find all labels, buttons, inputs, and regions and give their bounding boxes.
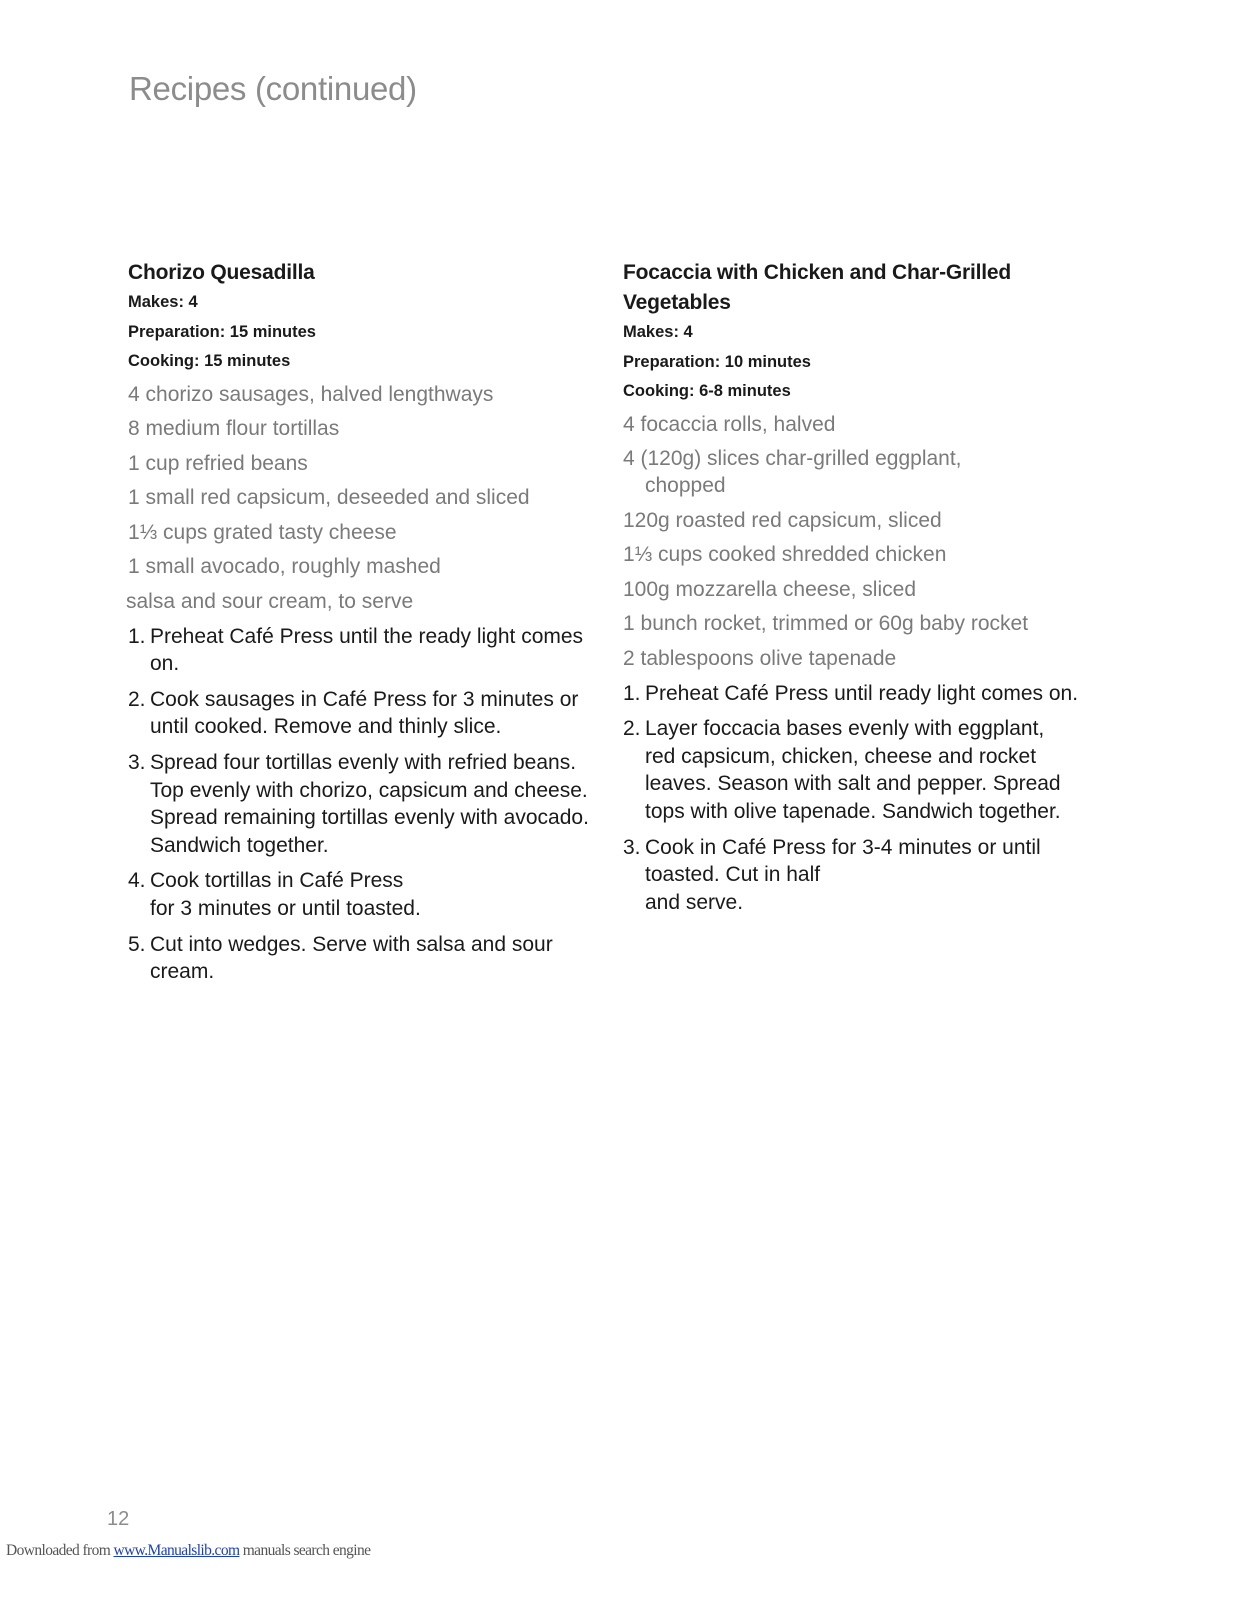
ingredient-item: 4 focaccia rolls, halved: [623, 412, 836, 436]
method-step: [128, 931, 598, 986]
step-number: 3.: [623, 835, 641, 859]
recipe-cooking: Cooking: 15 minutes: [128, 352, 291, 370]
method-step: [623, 715, 1093, 825]
ingredient-item: 8 medium flour tortillas: [128, 417, 340, 441]
method-list: [128, 623, 598, 986]
step-text: Preheat Café Press until ready light comes on.: [645, 681, 1079, 705]
method-list: [623, 680, 1093, 917]
step-number: 1.: [623, 681, 641, 705]
ingredient-item: 1 small red capsicum, deseeded and sliced: [128, 486, 530, 510]
download-footer: [6, 1542, 370, 1560]
recipe-preparation: Preparation: 10 minutes: [623, 352, 811, 371]
step-number: 5.: [128, 932, 146, 956]
manualslib-link[interactable]: www.Manualslib.com: [113, 1542, 240, 1559]
ingredient-list: [623, 411, 1093, 673]
step-text: Layer foccacia bases evenly with eggplant, red capsicum, chicken, cheese and rocket leaves. Season with salt and pepper. Spread tops with olive tapenade. Sandwich together.: [645, 717, 1061, 824]
recipe-focaccia-chicken: [623, 258, 1093, 924]
recipe-title: Chorizo Quesadilla: [128, 261, 315, 284]
recipe-makes: Makes: 4: [623, 323, 693, 341]
ingredient-item: salsa and sour cream, to serve: [126, 590, 414, 614]
step-text-line: for 3 minutes or until toasted.: [150, 897, 421, 920]
page-number: 12: [107, 1508, 130, 1530]
ingredient-item: 100g mozzarella cheese, sliced: [623, 577, 916, 601]
ingredient-item: 2 tablespoons olive tapenade: [623, 647, 897, 671]
step-text-line: and serve.: [645, 890, 744, 914]
step-text: Cook sausages in Café Press for 3 minutes or until cooked. Remove and thinly slice.: [150, 687, 579, 739]
step-number: 1.: [128, 624, 146, 648]
method-step: [623, 680, 1093, 708]
recipe-chorizo-quesadilla: [128, 258, 598, 994]
step-number: 2.: [623, 717, 641, 741]
ingredient-item: 1 bunch rocket, trimmed or 60g baby rocket: [623, 612, 1029, 636]
step-number: 3.: [128, 751, 146, 775]
method-step: [128, 867, 598, 922]
step-text: Preheat Café Press until the ready light comes on.: [150, 624, 584, 676]
step-text-line: Cook in Café Press for 3-4 minutes or until toasted. Cut in half: [645, 835, 1041, 887]
recipe-preparation: Preparation: 15 minutes: [128, 322, 316, 341]
recipe-makes: Makes: 4: [128, 293, 198, 311]
recipe-title-line: Focaccia with Chicken and Char-Grilled: [623, 261, 1011, 284]
step-number: 2.: [128, 687, 146, 711]
ingredient-item: 1 cup refried beans: [128, 451, 308, 475]
footer-suffix: manuals search engine: [239, 1542, 371, 1559]
recipe-title-line: Vegetables: [623, 291, 731, 314]
ingredient-item: 4 chorizo sausages, halved lengthways: [128, 382, 494, 406]
step-number: 4.: [128, 869, 146, 893]
method-step: [623, 834, 1093, 917]
ingredient-item: 1⅓ cups cooked shredded chicken: [623, 543, 947, 567]
method-step: [128, 623, 598, 678]
step-text: Cut into wedges. Serve with salsa and sour cream.: [150, 932, 553, 984]
recipe-cooking: Cooking: 6-8 minutes: [623, 382, 791, 400]
ingredient-item: 4 (120g) slices char-grilled eggplant, chopped: [623, 447, 962, 498]
method-step: [128, 686, 598, 741]
method-step: [128, 749, 598, 859]
ingredient-item: 1 small avocado, roughly mashed: [128, 555, 441, 579]
footer-prefix: Downloaded from: [6, 1542, 114, 1559]
ingredient-item: 1⅓ cups grated tasty cheese: [128, 520, 397, 544]
step-text-line: Cook tortillas in Café Press: [150, 869, 404, 893]
step-text: Spread four tortillas evenly with refried beans. Top evenly with chorizo, capsicum and cheese. Spread remaining tortillas evenly with avocado. Sandwich together.: [150, 751, 589, 857]
recipe-title: [623, 258, 1093, 318]
page-title: Recipes (continued): [129, 70, 417, 107]
ingredient-list: [128, 381, 598, 616]
ingredient-item: 120g roasted red capsicum, sliced: [623, 508, 942, 532]
